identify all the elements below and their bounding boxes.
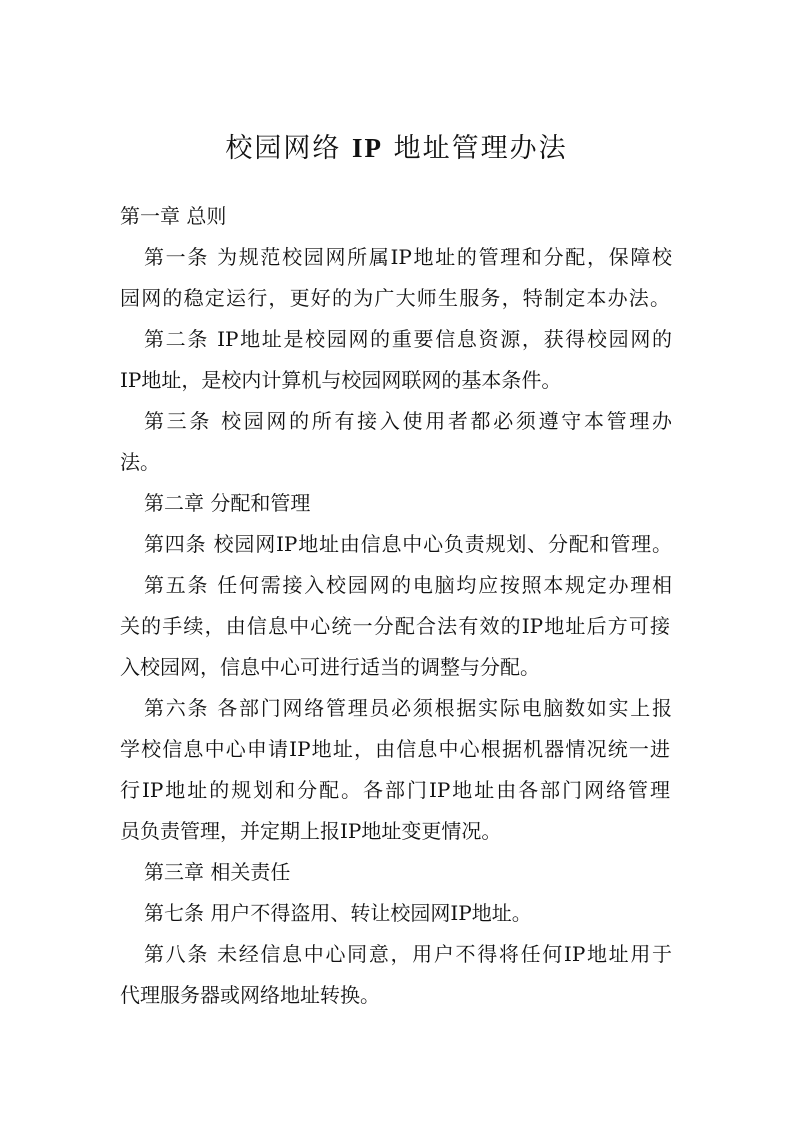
text-line: 第一章 总则 [120,204,227,228]
text-line: 第三章 相关责任 [144,860,291,884]
text-line: 关的手续，由信息中心统一分配合法有效的IP地址后方可接 [120,614,670,638]
document-title [0,126,793,165]
text-line: 入校园网，信息中心可进行适当的调整与分配。 [120,655,540,679]
text-line: 第一条 为规范校园网所属IP地址的管理和分配，保障校 [144,245,672,269]
text-line: 第六条 各部门网络管理员必须根据实际电脑数如实上报 [144,696,672,720]
text-line: 学校信息中心申请IP地址，由信息中心根据机器情况统一进 [120,737,670,761]
title-suffix: 地址管理办法 [393,133,568,164]
text-line: 员负责管理，并定期上报IP地址变更情况。 [120,819,502,843]
text-line: 第五条 任何需接入校园网的电脑均应按照本规定办理相 [144,573,672,597]
text-line: 代理服务器或网络地址转换。 [120,983,380,1007]
text-line: 第二条 IP地址是校园网的重要信息资源，获得校园网的 [144,327,672,351]
text-line: 第四条 校园网IP地址由信息中心负责规划、分配和管理。 [144,532,672,556]
text-line: 行IP地址的规划和分配。各部门IP地址由各部门网络管理 [120,778,670,802]
text-line: 法。 [120,450,160,474]
text-line: 园网的稳定运行，更好的为广大师生服务，特制定本办法。 [120,286,670,310]
title-prefix: 校园网络 [225,133,342,164]
title-ip: IP [352,133,383,163]
text-line: IP地址，是校内计算机与校园网联网的基本条件。 [120,368,562,392]
text-line: 第八条 未经信息中心同意，用户不得将任何IP地址用于 [144,942,672,966]
text-line: 第七条 用户不得盗用、转让校园网IP地址。 [144,901,532,925]
text-line: 第二章 分配和管理 [144,491,311,515]
text-line: 第三条 校园网的所有接入使用者都必须遵守本管理办 [144,409,672,433]
